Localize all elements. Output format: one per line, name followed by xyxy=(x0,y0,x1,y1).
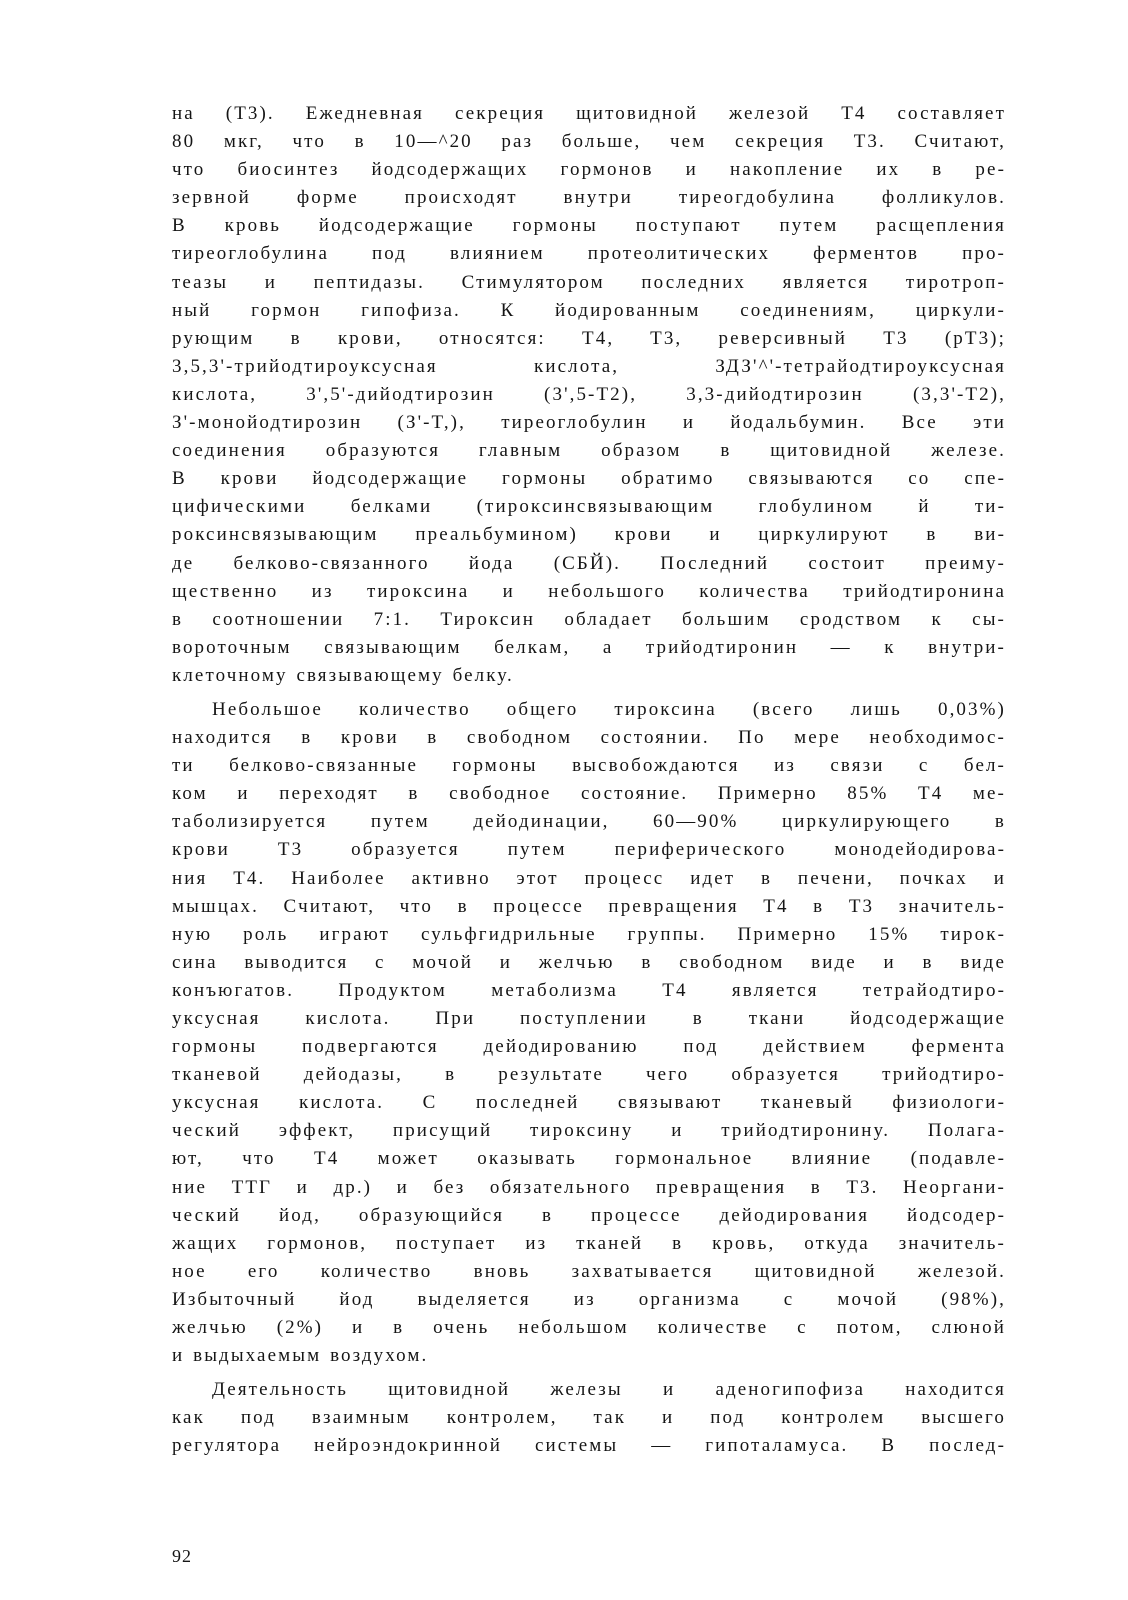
text-line: ние ТТГ и др.) и без обязательного превращения в T3. Неоргани- xyxy=(172,1176,1006,1198)
text-line: в соотношении 7:1. Тироксин обладает большим сродством к сы- xyxy=(172,608,1006,630)
text-line: З'-монойодтирозин (З'-T,), тиреоглобулин и йодальбумин. Все эти xyxy=(172,412,1006,434)
text-line: рующим в крови, относятся: T4, T3, реверсивный T3 (рT3); xyxy=(172,327,1006,349)
text-line: как под взаимным контролем, так и под контролем высшего xyxy=(172,1407,1006,1429)
text-line: Небольшое количество общего тироксина (всего лишь 0,03%) xyxy=(212,698,1006,720)
text-line: ют, что T4 может оказывать гормональное влияние (подавле- xyxy=(172,1148,1006,1170)
text-line: клеточному связывающему белку. xyxy=(172,664,514,686)
text-line: 3,5,3'-трийодтироуксусная кислота, ЗДЗ'^'-тетрайодтироуксусная xyxy=(172,355,1006,377)
text-line: кислота, 3',5'-дийодтирозин (3',5-T2), 3,3-дийодтирозин (3,3'-T2), xyxy=(172,383,1006,405)
text-line: ком и переходят в свободное состояние. Примерно 85% T4 ме- xyxy=(172,783,1006,805)
text-line: вороточным связывающим белкам, а трийодтиронин — к внутри- xyxy=(172,636,1006,658)
text-line: уксусная кислота. При поступлении в ткани йодсодержащие xyxy=(172,1008,1006,1029)
paragraph-2 xyxy=(172,696,1006,1370)
text-line: мышцах. Считают, что в процессе превращения T4 в T3 значитель- xyxy=(172,895,1006,917)
text-line: де белково-связанного йода (СБЙ). Последний состоит преиму- xyxy=(172,552,1006,574)
text-line: жащих гормонов, поступает из тканей в кровь, откуда значитель- xyxy=(172,1232,1006,1254)
text-line: таболизируется путем дейодинации, 60—90% циркулирующего в xyxy=(172,811,1006,833)
text-line: 80 мкг, что в 10—^20 раз больше, чем секреция T3. Считают, xyxy=(172,131,1006,153)
text-line: В кровь йодсодержащие гормоны поступают путем расщепления xyxy=(172,215,1006,237)
text-line: щественно из тироксина и небольшого количества трийодтиронина xyxy=(172,580,1006,602)
text-line: гормоны подвергаются дейодированию под действием фермента xyxy=(172,1036,1006,1058)
text-line: Деятельность щитовидной железы и аденогипофиза находится xyxy=(212,1379,1006,1401)
text-line: ческий эффект, присущий тироксину и трийодтиронину. Полага- xyxy=(172,1120,1006,1142)
text-line: что биосинтез йодсодержащих гормонов и накопление их в ре- xyxy=(172,159,1006,181)
text-line: тиреоглобулина под влиянием протеолитических ферментов про- xyxy=(172,243,1006,265)
text-line: цифическими белками (тироксинсвязывающим глобулином й ти- xyxy=(172,496,1006,518)
text-line: сина выводится с мочой и желчью в свободном виде и в виде xyxy=(172,951,1006,973)
text-line: уксусная кислота. С последней связывают тканевый физиологи- xyxy=(172,1092,1006,1114)
text-line: Избыточный йод выделяется из организма с мочой (98%), xyxy=(172,1288,1006,1310)
text-line: ческий йод, образующийся в процессе дейодирования йодсодер- xyxy=(172,1204,1006,1226)
text-line: на (T3). Ежедневная секреция щитовидной железой T4 составляет xyxy=(172,103,1006,124)
text-line: ти белково-связанные гормоны высвобождаются из связи с бел- xyxy=(172,755,1006,777)
text-line: теазы и пептидазы. Стимулятором последних является тиротроп- xyxy=(172,271,1006,293)
paragraph-3 xyxy=(172,1376,1006,1460)
text-line: ния T4. Наиболее активно этот процесс идет в печени, почках и xyxy=(172,867,1006,889)
page-number: 92 xyxy=(172,1546,192,1566)
text-line: крови T3 образуется путем периферического монодейодирова- xyxy=(172,839,1006,861)
text-line: регулятора нейроэндокринной системы — гипоталамуса. В послед- xyxy=(172,1435,1006,1457)
text-line: ный гормон гипофиза. К йодированным соединениям, циркули- xyxy=(172,299,1006,321)
body-text xyxy=(172,100,1006,1461)
paragraph-1 xyxy=(172,100,1006,690)
text-line: и выдыхаемым воздухом. xyxy=(172,1345,429,1367)
text-line: В крови йодсодержащие гормоны обратимо связываются со спе- xyxy=(172,468,1006,490)
text-line: желчью (2%) и в очень небольшом количестве с потом, слюной xyxy=(172,1317,1006,1339)
text-line: ную роль играют сульфгидрильные группы. Примерно 15% тирок- xyxy=(172,923,1006,945)
text-line: соединения образуются главным образом в щитовидной железе. xyxy=(172,440,1006,462)
text-line: находится в крови в свободном состоянии. По мере необходимос- xyxy=(172,727,1006,749)
text-line: роксинсвязывающим преальбумином) крови и циркулируют в ви- xyxy=(172,524,1006,546)
text-line: ное его количество вновь захватывается щитовидной железой. xyxy=(172,1260,1006,1282)
text-line: зервной форме происходят внутри тиреогдобулина фолликулов. xyxy=(172,187,1006,209)
text-line: тканевой дейодазы, в результате чего образуется трийодтиро- xyxy=(172,1064,1006,1086)
text-line: конъюгатов. Продуктом метаболизма T4 является тетрайодтиро- xyxy=(172,979,1006,1001)
